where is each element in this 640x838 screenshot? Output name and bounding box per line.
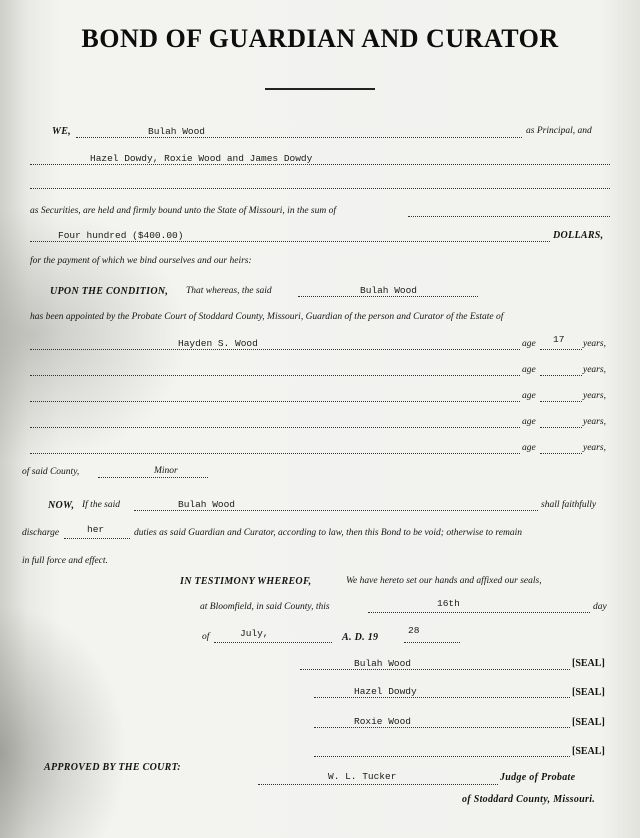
- signature-name: Bulah Wood: [354, 658, 412, 669]
- we-label: WE,: [52, 126, 71, 137]
- county-text: of said County,: [22, 467, 80, 477]
- signature-name: Roxie Wood: [354, 716, 412, 727]
- place-text: at Bloomfield, in said County, this: [200, 602, 330, 612]
- now-end: shall faithfully: [541, 500, 597, 510]
- judge-county: of Stoddard County, Missouri.: [462, 794, 596, 805]
- full-force-text: in full force and effect.: [22, 556, 108, 566]
- ward-age: 17: [553, 334, 565, 345]
- age-label: age: [522, 443, 536, 453]
- securities-line-1: [30, 164, 610, 165]
- seal-label: [SEAL]: [572, 746, 605, 757]
- years-label: years,: [583, 391, 606, 401]
- judge-label: Judge of Probate: [500, 772, 576, 783]
- approved-lead: APPROVED BY THE COURT:: [44, 762, 181, 773]
- principal-name: Bulah Wood: [148, 126, 206, 137]
- day-line: [368, 612, 590, 613]
- county-status: Minor: [154, 466, 178, 476]
- discharge-lead: discharge: [22, 528, 60, 538]
- discharge-pronoun: her: [87, 524, 105, 535]
- condition-line: [298, 296, 478, 297]
- document-title: BOND OF GUARDIAN AND CURATOR: [81, 24, 559, 53]
- securities-line-2: [30, 188, 610, 189]
- amount-line: [30, 241, 550, 242]
- principal-line: [76, 137, 522, 138]
- sum-line: [408, 216, 610, 217]
- seal-label: [SEAL]: [572, 687, 605, 698]
- condition-text: That whereas, the said: [186, 286, 272, 296]
- day-value: 16th: [437, 598, 460, 609]
- date-month: July,: [240, 628, 269, 639]
- seal-label: [SEAL]: [572, 717, 605, 728]
- condition-lead: UPON THE CONDITION,: [50, 286, 169, 297]
- seal-label: [SEAL]: [572, 658, 605, 669]
- age-label: age: [522, 339, 536, 349]
- securities-names: Hazel Dowdy, Roxie Wood and James Dowdy: [90, 153, 313, 164]
- condition-name: Bulah Wood: [360, 285, 418, 296]
- pronoun-line: [64, 538, 130, 539]
- now-lead: NOW,: [48, 500, 75, 511]
- day-label: day: [593, 602, 607, 612]
- as-principal-label: as Principal, and: [526, 126, 592, 136]
- now-name: Bulah Wood: [178, 499, 236, 510]
- age-label: age: [522, 391, 536, 401]
- payment-text: for the payment of which we bind ourselves and our heirs:: [30, 256, 252, 266]
- testimony-text: We have hereto set our hands and affixed our seals,: [346, 576, 542, 586]
- date-of: of: [202, 632, 210, 642]
- judge-line: [258, 784, 498, 785]
- date-year: 28: [408, 625, 420, 636]
- county-line: [98, 477, 208, 478]
- signature-name: Hazel Dowdy: [354, 686, 417, 697]
- date-ad: A. D. 19: [342, 632, 379, 643]
- discharge-text: duties as said Guardian and Curator, according to law, then this Bond to be void; otherwise to remain: [134, 528, 522, 538]
- amount-text: Four hundred ($400.00): [58, 230, 184, 241]
- month-line: [214, 642, 332, 643]
- dollars-label: DOLLARS,: [553, 230, 604, 241]
- age-label: age: [522, 365, 536, 375]
- judge-name: W. L. Tucker: [328, 771, 397, 782]
- years-label: years,: [583, 339, 606, 349]
- held-bound-text: as Securities, are held and firmly bound unto the State of Missouri, in the sum of: [30, 206, 336, 216]
- years-label: years,: [583, 443, 606, 453]
- years-label: years,: [583, 417, 606, 427]
- testimony-lead: IN TESTIMONY WHEREOF,: [180, 576, 312, 587]
- age-label: age: [522, 417, 536, 427]
- now-text: If the said: [82, 500, 120, 510]
- year-line: [404, 642, 460, 643]
- title-underline: [265, 88, 375, 90]
- appointed-text: has been appointed by the Probate Court of Stoddard County, Missouri, Guardian of the person and Curator of the Estate of: [30, 312, 504, 322]
- now-line: [134, 510, 538, 511]
- ward-name: Hayden S. Wood: [178, 338, 258, 349]
- years-label: years,: [583, 365, 606, 375]
